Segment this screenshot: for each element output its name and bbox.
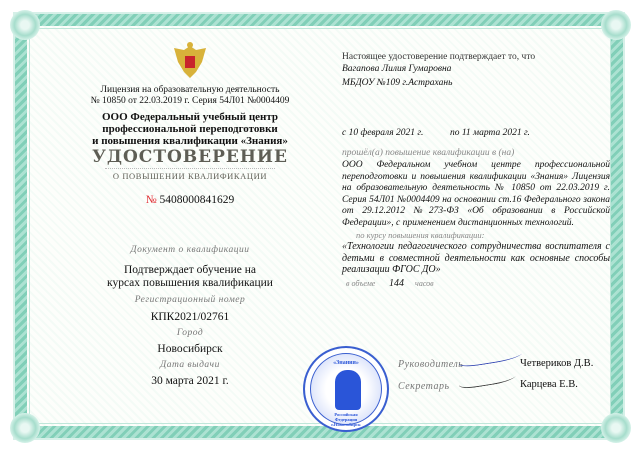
certificate-title: УДОСТОВЕРЕНИЕ: [92, 147, 288, 167]
workplace: МБДОУ №109 г.Астрахань: [342, 78, 453, 88]
secretary-label: Секретарь: [398, 381, 450, 392]
seal-bottom-text: Российская Федерация г.Новосибирск: [331, 412, 361, 427]
reg-number: КПК2021/02761: [150, 311, 230, 323]
corner-ornament: [601, 10, 631, 40]
seal-text: «Знания»: [333, 360, 359, 366]
head-name: Четвериков Д.В.: [520, 358, 594, 369]
passed-label: прошёл(а) повышение квалификации в (на): [342, 148, 515, 158]
corner-ornament: [10, 10, 40, 40]
coat-of-arms-icon: [172, 42, 208, 80]
confirms-text: курсах повышения квалификации: [107, 277, 273, 289]
corner-ornament: [10, 413, 40, 443]
city-label: Город: [176, 328, 204, 338]
holder-name: Вагапова Лилия Гумаровна: [342, 64, 452, 74]
org-name: профессиональной переподготовки: [102, 123, 278, 135]
license-line: № 10850 от 22.03.2019 г. Серия 54Л01 №0004409: [90, 96, 290, 106]
title-divider: [105, 168, 275, 169]
course-name: «Технологии педагогического сотрудничества воспитателя с детьми в совместной деятельности как основные способы реализации ФГОС ДО»: [342, 241, 610, 275]
hours-label: часов: [415, 279, 434, 288]
passed-text: ООО Федеральном учебном центре профессиональной переподготовки и повышения квалификации «Знания» Лицензия на образовательную деятельность № 10850 от 22.03.2019 г. Серия 54Л01 №0004409 на основании ст.16 Федерального закона от 29.12.2012 №273-ФЗ «Об образовании в Российской Федерации», с применением дистанционных технологий.: [342, 160, 610, 228]
corner-ornament: [601, 413, 631, 443]
doc-label: Документ о квалификации: [130, 245, 250, 255]
hours: 144: [389, 278, 404, 289]
intro-text: Настоящее удостоверение подтверждает то, что: [342, 52, 536, 62]
reg-label: Регистрационный номер: [134, 295, 246, 305]
organization-seal: [303, 346, 389, 432]
volume-label: в объеме: [346, 279, 376, 288]
issue-date: 30 марта 2021 г.: [151, 375, 229, 387]
license-line: Лицензия на образовательную деятельность: [100, 85, 280, 95]
city: Новосибирск: [157, 343, 223, 355]
org-name: ООО Федеральный учебный центр: [101, 111, 279, 123]
certificate-subtitle: О ПОВЫШЕНИИ КВАЛИФИКАЦИИ: [112, 171, 268, 181]
date-from: с 10 февраля 2021 г.: [342, 128, 424, 138]
number-value: 5408000841629: [159, 194, 235, 206]
number-sign: №: [145, 194, 157, 206]
certificate-number: [60, 194, 320, 206]
confirms-text: Подтверждает обучение на: [123, 264, 257, 276]
date-label: Дата выдачи: [160, 360, 220, 370]
secretary-name: Карцева Е.В.: [520, 379, 578, 390]
org-name: и повышения квалификации «Знания»: [92, 135, 288, 147]
date-to: по 11 марта 2021 г.: [450, 128, 530, 138]
seal-figure-icon: [335, 370, 361, 410]
head-label: Руководитель: [398, 359, 464, 370]
course-label: по курсу повышения квалификации:: [356, 230, 485, 240]
